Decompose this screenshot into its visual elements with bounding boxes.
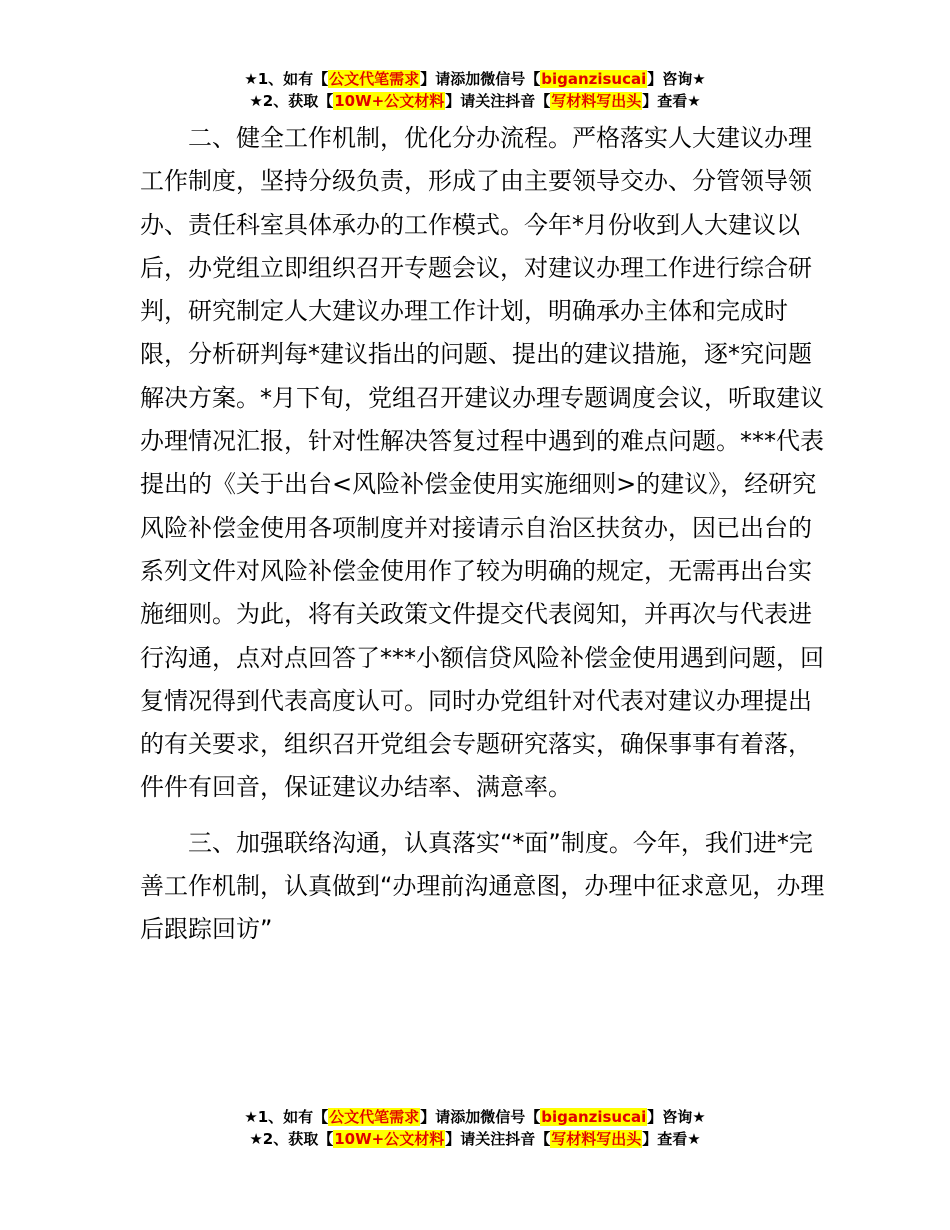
highlight-text: 写材料写出头 — [551, 1130, 642, 1148]
header-banner — [0, 68, 950, 112]
highlight-text: 写材料写出头 — [551, 92, 642, 110]
document-body — [140, 117, 830, 952]
paragraph-1: 二、健全工作机制，优化分办流程。严格落实人大建议办理工作制度，坚持分级负责，形成了由主要领导交办、分管领导领办、责任科室具体承办的工作模式。今年*月份收到人大建议以后，办党组立即组织召开专题会议，对建议办理工作进行综合研判，研究制定人大建议办理工作计划，明确承办主体和完成时限，分析研判每*建议指出的问题、提出的建议措施，逐*究问题解决方案。*月下旬，党组召开建议办理专题调度会议，听取建议办理情况汇报，针对性解决答复过程中遇到的难点问题。***代表提出的《关于出台<风险补偿金使用实施细则>的建议》，经研究风险补偿金使用各项制度并对接请示自治区扶贫办，因已出台的系列文件对风险补偿金使用作了较为明确的规定，无需再出台实施细则。为此，将有关政策文件提交代表阅知，并再次与代表进行沟通，点对点回答了***小额信贷风险补偿金使用遇到问题，回复情况得到代表高度认可。同时办党组针对代表对建议办理提出的有关要求，组织召开党组会专题研究落实，确保事事有着落，件件有回音，保证建议办结率、满意率。 — [140, 124, 824, 802]
highlight-text: 公文代笔需求 — [329, 1108, 420, 1126]
paragraph-2: 三、加强联络沟通，认真落实“*面”制度。今年，我们进*完善工作机制，认真做到“办理前沟通意图，办理中征求意见，办理后跟踪回访” — [140, 828, 825, 944]
highlight-text: 10W+公文材料 — [334, 92, 445, 110]
highlight-text: biganzisucai — [541, 1108, 647, 1126]
banner-line-1: ★1、如有【公文代笔需求】请添加微信号【biganzisucai】咨询★ — [244, 1108, 706, 1126]
banner-line-2: ★2、获取【10W+公文材料】请关注抖音【写材料写出头】查看★ — [249, 1130, 701, 1148]
highlight-text: 公文代笔需求 — [329, 70, 420, 88]
highlight-text: biganzisucai — [541, 70, 647, 88]
banner-line-2: ★2、获取【10W+公文材料】请关注抖音【写材料写出头】查看★ — [249, 92, 701, 110]
footer-banner — [0, 1106, 950, 1150]
highlight-text: 10W+公文材料 — [334, 1130, 445, 1148]
banner-line-1: ★1、如有【公文代笔需求】请添加微信号【biganzisucai】咨询★ — [244, 70, 706, 88]
